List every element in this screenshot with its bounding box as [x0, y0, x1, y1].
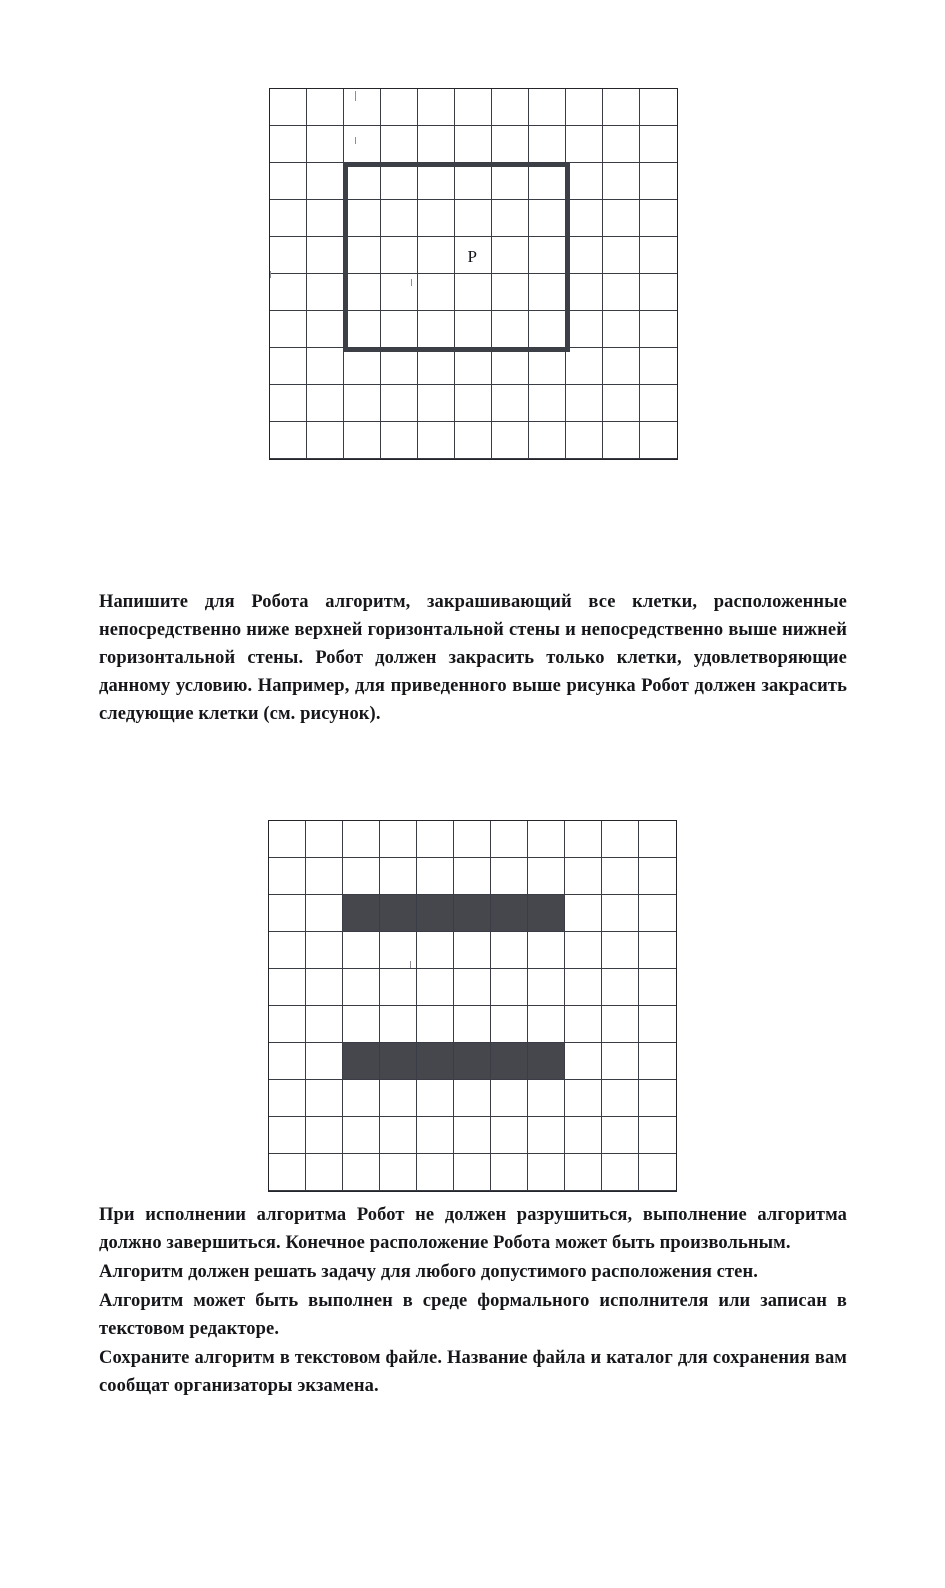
- grid-cell: [381, 348, 418, 385]
- paragraph-2: При исполнении алгоритма Робот не должен разрушиться, выполнение алгоритма должно завершиться. Конечное расположение Робота может быть произвольным.: [99, 1205, 847, 1253]
- grid-cell: [565, 1006, 602, 1043]
- grid-cell: [492, 163, 529, 200]
- grid-cell: [269, 821, 306, 858]
- grid-cell: [602, 932, 639, 969]
- grid-cell: [528, 969, 565, 1006]
- grid-cell-filled: [343, 895, 380, 932]
- grid-cell: [602, 895, 639, 932]
- grid-cell: [639, 895, 676, 932]
- grid-cell: [381, 311, 418, 348]
- grid-cell: [603, 311, 640, 348]
- grid-cell: [602, 1080, 639, 1117]
- grid-cell: [307, 311, 344, 348]
- grid-cell: [343, 858, 380, 895]
- grid-cell: [640, 385, 677, 422]
- grid-2: [268, 820, 677, 1192]
- grid-cell: [455, 274, 492, 311]
- grid-cell: [344, 126, 381, 163]
- grid-cell: [306, 1117, 343, 1154]
- grid-cell: [381, 274, 418, 311]
- grid-cell: [640, 126, 677, 163]
- grid-cell: [491, 1117, 528, 1154]
- grid-cell: [492, 274, 529, 311]
- grid-cell: [381, 126, 418, 163]
- grid-cell: [603, 422, 640, 459]
- grid-cell: [639, 858, 676, 895]
- grid-cell: [381, 422, 418, 459]
- figure-robot-grid-shaded: [268, 820, 676, 1192]
- grid-row: [269, 1043, 676, 1080]
- grid-cell-filled: [380, 895, 417, 932]
- grid-cell: [380, 969, 417, 1006]
- grid-cell: [417, 821, 454, 858]
- grid-cell: [270, 385, 307, 422]
- grid-cell: [343, 969, 380, 1006]
- grid-cell: [603, 89, 640, 126]
- grid-cell: [454, 969, 491, 1006]
- grid-cell: [307, 237, 344, 274]
- grid-cell: [492, 311, 529, 348]
- paragraph-3: Алгоритм должен решать задачу для любого допустимого расположения стен.: [99, 1262, 758, 1282]
- grid-cell: [343, 821, 380, 858]
- grid-cell: [639, 821, 676, 858]
- grid-cell: [418, 274, 455, 311]
- grid-cell: [270, 274, 307, 311]
- grid-cell: [344, 385, 381, 422]
- grid-cell: [344, 163, 381, 200]
- grid-cell: [418, 348, 455, 385]
- grid-cell: [418, 237, 455, 274]
- grid-cell: [307, 163, 344, 200]
- grid-cell: [269, 1006, 306, 1043]
- grid-cell-filled: [454, 895, 491, 932]
- grid-cell: [455, 311, 492, 348]
- grid-cell: [417, 969, 454, 1006]
- grid-cell: [306, 1006, 343, 1043]
- grid-cell: [417, 1154, 454, 1191]
- grid-cell: [565, 1080, 602, 1117]
- wall-left: [344, 163, 348, 348]
- wall-bottom: [344, 348, 570, 352]
- grid-cell: [343, 1117, 380, 1154]
- grid-cell: [566, 163, 603, 200]
- grid-row: [270, 163, 677, 200]
- grid-cell: [380, 1154, 417, 1191]
- grid-cell: [639, 969, 676, 1006]
- grid-cell: [603, 348, 640, 385]
- grid-cell: [344, 311, 381, 348]
- grid-cell: [603, 385, 640, 422]
- grid-cell: [306, 895, 343, 932]
- grid-cell: [417, 1080, 454, 1117]
- scan-tick-mark: [411, 279, 412, 286]
- grid-cell: [270, 348, 307, 385]
- grid-cell: [381, 200, 418, 237]
- grid-cell: [565, 895, 602, 932]
- grid-cell: [565, 932, 602, 969]
- grid-cell: [306, 1043, 343, 1080]
- grid-cell: [270, 311, 307, 348]
- grid-cell: [307, 200, 344, 237]
- grid-cell: [269, 1080, 306, 1117]
- grid-cell: [528, 1006, 565, 1043]
- grid-cell: [343, 1006, 380, 1043]
- grid-cell-filled: [528, 895, 565, 932]
- wall-top: [344, 163, 570, 167]
- grid-cell: [529, 89, 566, 126]
- grid-cell: [343, 932, 380, 969]
- grid-cell: [269, 1154, 306, 1191]
- grid-cell: [640, 274, 677, 311]
- grid-cell: [491, 969, 528, 1006]
- grid-cell: [491, 858, 528, 895]
- grid-cell: [380, 858, 417, 895]
- grid-row: [270, 89, 677, 126]
- grid-cell: [418, 163, 455, 200]
- grid-row: [269, 969, 676, 1006]
- grid-cell: [344, 348, 381, 385]
- grid-cell: [528, 1154, 565, 1191]
- grid-cell: [566, 89, 603, 126]
- grid-cell: [270, 126, 307, 163]
- grid-cell: [529, 126, 566, 163]
- grid-cell: [307, 89, 344, 126]
- grid-cell: [528, 1080, 565, 1117]
- grid-cell: [565, 969, 602, 1006]
- grid-cell-filled: [417, 895, 454, 932]
- grid-cell: [455, 385, 492, 422]
- grid-cell: [566, 311, 603, 348]
- grid-cell: [270, 200, 307, 237]
- grid-cell: [270, 237, 307, 274]
- grid-row: [269, 1117, 676, 1154]
- grid-cell: [344, 274, 381, 311]
- grid-row: [270, 422, 677, 459]
- grid-cell: [269, 1043, 306, 1080]
- grid-row: [269, 932, 676, 969]
- grid-cell: [344, 89, 381, 126]
- document-page: [0, 88, 945, 1588]
- grid-cell: [270, 422, 307, 459]
- grid-cell: [269, 858, 306, 895]
- grid-cell: [566, 348, 603, 385]
- grid-cell: [454, 1006, 491, 1043]
- grid-cell: [603, 163, 640, 200]
- grid-cell: [343, 1080, 380, 1117]
- grid-row: [269, 1006, 676, 1043]
- grid-cell: [640, 422, 677, 459]
- grid-cell: [307, 385, 344, 422]
- grid-cell: [307, 422, 344, 459]
- grid-cell: [565, 1154, 602, 1191]
- grid-cell: [454, 858, 491, 895]
- grid-cell: [343, 1154, 380, 1191]
- grid-cell: [639, 1117, 676, 1154]
- grid-cell: [491, 1006, 528, 1043]
- grid-cell: [492, 385, 529, 422]
- grid-cell: [417, 858, 454, 895]
- grid-cell: [455, 89, 492, 126]
- grid-cell: [418, 89, 455, 126]
- grid-cell: [380, 1006, 417, 1043]
- grid-cell: [270, 163, 307, 200]
- paragraph-5: Сохраните алгоритм в текстовом файле. Название файла и каталог для сохранения вам сообщат организаторы экзамена.: [99, 1348, 847, 1396]
- grid-cell: [640, 348, 677, 385]
- grid-cell: [380, 1080, 417, 1117]
- grid-cell: [640, 237, 677, 274]
- grid-row: [270, 385, 677, 422]
- grid-cell: [566, 200, 603, 237]
- grid-cell: [565, 858, 602, 895]
- grid-cell: [269, 932, 306, 969]
- grid-cell: [491, 1154, 528, 1191]
- grid-cell: [307, 274, 344, 311]
- grid-cell: [603, 126, 640, 163]
- grid-cell-filled: [380, 1043, 417, 1080]
- grid-cell: [417, 932, 454, 969]
- grid-cell: [602, 821, 639, 858]
- grid-cell: [529, 348, 566, 385]
- grid-cell: [602, 969, 639, 1006]
- grid-row: [270, 126, 677, 163]
- grid-cell: [269, 969, 306, 1006]
- grid-cell: [492, 348, 529, 385]
- grid-row: [270, 311, 677, 348]
- grid-cell: [380, 932, 417, 969]
- grid-cell: [492, 237, 529, 274]
- grid-cell: [529, 237, 566, 274]
- grid-cell: [381, 89, 418, 126]
- grid-cell: [381, 237, 418, 274]
- grid-cell: [306, 969, 343, 1006]
- grid-cell: [566, 274, 603, 311]
- grid-cell: [529, 200, 566, 237]
- text-block-task-description: [99, 588, 847, 728]
- grid-cell: [455, 163, 492, 200]
- grid-cell: [603, 237, 640, 274]
- robot-position-label: P: [467, 247, 477, 266]
- grid-cell: [417, 1117, 454, 1154]
- wall-right: [566, 163, 570, 348]
- grid-row: [269, 1080, 676, 1117]
- grid-cell: [492, 89, 529, 126]
- grid-cell: [454, 1154, 491, 1191]
- grid-cell-filled: [454, 1043, 491, 1080]
- grid-cell: [344, 422, 381, 459]
- grid-cell: [640, 89, 677, 126]
- grid-cell: [417, 1006, 454, 1043]
- grid-cell: [602, 858, 639, 895]
- grid-cell: [639, 1043, 676, 1080]
- grid-row: [270, 274, 677, 311]
- grid-cell: [565, 1043, 602, 1080]
- grid-cell: [602, 1043, 639, 1080]
- grid-cell: [307, 126, 344, 163]
- grid-cell: [455, 422, 492, 459]
- grid-cell: [418, 385, 455, 422]
- grid-cell: [529, 311, 566, 348]
- grid-cell: [492, 126, 529, 163]
- grid-cell: [566, 385, 603, 422]
- text-block-conditions: [99, 1201, 847, 1400]
- grid-cell: [381, 163, 418, 200]
- grid-cell: [492, 200, 529, 237]
- grid-cell: [418, 200, 455, 237]
- grid-cell: [602, 1154, 639, 1191]
- grid-cell: [639, 1006, 676, 1043]
- grid-cell: [491, 1080, 528, 1117]
- grid-row: [270, 348, 677, 385]
- grid-cell: [306, 932, 343, 969]
- grid-cell: [306, 858, 343, 895]
- grid-cell: [418, 311, 455, 348]
- grid-cell: [270, 89, 307, 126]
- scan-tick-mark: [355, 91, 356, 101]
- grid-cell: [455, 126, 492, 163]
- grid-row: [269, 895, 676, 932]
- grid-cell: [344, 200, 381, 237]
- grid-cell: [454, 821, 491, 858]
- grid-cell: [529, 274, 566, 311]
- grid-cell: [306, 1080, 343, 1117]
- grid-cell: [454, 932, 491, 969]
- grid-cell: [380, 821, 417, 858]
- grid-cell: [602, 1117, 639, 1154]
- grid-cell: [381, 385, 418, 422]
- grid-cell: [492, 422, 529, 459]
- grid-cell: [565, 1117, 602, 1154]
- grid-cell: [529, 385, 566, 422]
- scan-tick-mark: [270, 271, 271, 278]
- grid-cell: [454, 1080, 491, 1117]
- grid-cell: [306, 1154, 343, 1191]
- grid-cell: [491, 932, 528, 969]
- grid-cell: [640, 200, 677, 237]
- grid-cell-filled: [491, 1043, 528, 1080]
- grid-cell: [566, 237, 603, 274]
- grid-cell: [529, 422, 566, 459]
- grid-cell: [306, 821, 343, 858]
- grid-cell: [640, 163, 677, 200]
- grid-cell-filled: [343, 1043, 380, 1080]
- grid-cell: [528, 821, 565, 858]
- grid-cell: [566, 422, 603, 459]
- grid-row: [270, 200, 677, 237]
- paragraph-1: Напишите для Робота алгоритм, закрашивающий все клетки, расположенные непосредственно ниже верхней горизонтальной стены и непосредственно выше нижней горизонтальной стены. Робот должен закрасить только клетки, удовлетворяющие данному условию. Например, для приведенного выше рисунка Робот должен закрасить следующие клетки (см. рисунок).: [99, 592, 847, 724]
- grid-row: [269, 821, 676, 858]
- grid-cell: [639, 1154, 676, 1191]
- grid-cell: [380, 1117, 417, 1154]
- grid-row: [269, 1154, 676, 1191]
- scan-tick-mark: [410, 961, 411, 968]
- grid-cell: [602, 1006, 639, 1043]
- grid-cell: [454, 1117, 491, 1154]
- grid-cell: [528, 932, 565, 969]
- grid-cell: [603, 274, 640, 311]
- grid-cell: [269, 895, 306, 932]
- grid-1: [269, 88, 678, 460]
- grid-cell: [529, 163, 566, 200]
- grid-cell: [418, 126, 455, 163]
- grid-cell: [491, 821, 528, 858]
- grid-cell: [639, 932, 676, 969]
- grid-cell-filled: [491, 895, 528, 932]
- grid-cell: [307, 348, 344, 385]
- grid-cell: [528, 1117, 565, 1154]
- grid-cell: [455, 200, 492, 237]
- grid-cell: [418, 422, 455, 459]
- grid-cell: [565, 821, 602, 858]
- scan-tick-mark: [355, 137, 356, 144]
- grid-cell-filled: [528, 1043, 565, 1080]
- grid-cell-filled: [417, 1043, 454, 1080]
- grid-cell: [640, 311, 677, 348]
- grid-cell: [269, 1117, 306, 1154]
- paragraph-4: Алгоритм может быть выполнен в среде формального исполнителя или записан в текстовом редакторе.: [99, 1291, 847, 1339]
- figure-robot-grid-walls: [269, 88, 677, 460]
- grid-row: [269, 858, 676, 895]
- grid-cell: [566, 126, 603, 163]
- grid-cell: [528, 858, 565, 895]
- grid-cell: [344, 237, 381, 274]
- grid-cell: [639, 1080, 676, 1117]
- grid-cell: [603, 200, 640, 237]
- grid-cell: [455, 348, 492, 385]
